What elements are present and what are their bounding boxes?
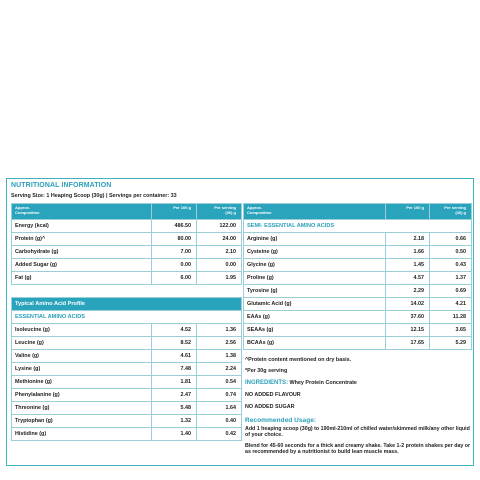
semi-amino-row — [244, 324, 472, 337]
semi-amino-row — [244, 311, 472, 324]
nutrition-row — [12, 233, 242, 246]
essential-amino-row — [12, 363, 242, 376]
ingredients-line — [245, 380, 357, 386]
row-label: Lysine (g) — [12, 363, 152, 376]
row-per-serving: 0.66 — [430, 233, 472, 246]
essential-amino-row — [12, 337, 242, 350]
row-per100: 1.32 — [152, 415, 197, 428]
protein-note: ^Protein content mentioned on dry basis. — [245, 357, 352, 363]
usage-title: Recommended Usage: — [245, 417, 317, 424]
row-per-serving: 1.38 — [197, 350, 242, 363]
essential-amino-table — [11, 297, 242, 441]
amino-profile-title: Typical Amino Acid Profile — [12, 298, 242, 311]
essential-amino-row — [12, 428, 242, 441]
row-label: Tyrosine (g) — [244, 285, 386, 298]
table-header — [244, 204, 472, 220]
row-per-serving: 0.69 — [430, 285, 472, 298]
row-label: SEAAs (g) — [244, 324, 386, 337]
row-label: Threonine (g) — [12, 402, 152, 415]
semi-amino-row — [244, 233, 472, 246]
row-per100: 7.00 — [152, 246, 197, 259]
row-label: Added Sugar (g) — [12, 259, 152, 272]
nutrition-row — [12, 246, 242, 259]
row-label: Leucine (g) — [12, 337, 152, 350]
row-per100: 1.40 — [152, 428, 197, 441]
row-per-serving: 4.21 — [430, 298, 472, 311]
semi-amino-row — [244, 272, 472, 285]
row-per-serving: 0.50 — [430, 246, 472, 259]
row-per-serving: 0.00 — [197, 259, 242, 272]
row-per100: 6.00 — [152, 272, 197, 285]
semi-essential-amino-table — [243, 203, 472, 350]
essential-amino-row — [12, 350, 242, 363]
row-per-serving: 0.40 — [197, 415, 242, 428]
row-per-serving: 2.56 — [197, 337, 242, 350]
row-per100: 37.60 — [386, 311, 430, 324]
row-per100: 80.00 — [152, 233, 197, 246]
row-per100: 17.65 — [386, 337, 430, 350]
serving-info: Serving Size: 1 Heaping Scoop (30g) | Servings per container: 33 — [11, 193, 177, 199]
per-serving-note: *Per 30g serving — [245, 368, 288, 374]
usage-line-2: Blend for 45-60 seconds for a thick and creamy shake. Take 1-2 protein shakes per day or as recommended by a nutritionist to build lean muscle mass. — [245, 443, 471, 455]
row-per-serving: 0.54 — [197, 376, 242, 389]
row-per100: 1.81 — [152, 376, 197, 389]
essential-amino-row — [12, 324, 242, 337]
semi-amino-row — [244, 337, 472, 350]
row-per-serving: 2.24 — [197, 363, 242, 376]
row-label: Isoleucine (g) — [12, 324, 152, 337]
row-label: Arginine (g) — [244, 233, 386, 246]
row-label: Methionine (g) — [12, 376, 152, 389]
essential-amino-row — [12, 376, 242, 389]
semi-amino-row — [244, 298, 472, 311]
nutrition-row — [12, 259, 242, 272]
row-per100: 4.61 — [152, 350, 197, 363]
row-per100: 486.50 — [152, 220, 197, 233]
usage-line-1: Add 1 heaping scoop (30g) to 190ml-210ml of chilled water/skimmed milk/any other liquid of your choice. — [245, 426, 470, 438]
row-per-serving: 1.36 — [197, 324, 242, 337]
row-label: Proline (g) — [244, 272, 386, 285]
row-per-serving: 24.00 — [197, 233, 242, 246]
semi-title-row — [244, 220, 472, 233]
row-per100: 7.48 — [152, 363, 197, 376]
nutrition-row — [12, 272, 242, 285]
essential-title-row — [12, 311, 242, 324]
row-label: Carbohydrate (g) — [12, 246, 152, 259]
no-added-flavour: NO ADDED FLAVOUR — [245, 392, 301, 398]
semi-amino-row — [244, 285, 472, 298]
ingredients-label: INGREDIENTS: — [245, 380, 289, 386]
row-per100: 4.57 — [386, 272, 430, 285]
semi-amino-row — [244, 259, 472, 272]
essential-amino-row — [12, 402, 242, 415]
amino-profile-title-row — [12, 298, 242, 311]
essential-amino-row — [12, 389, 242, 402]
row-label: Glycine (g) — [244, 259, 386, 272]
row-per100: 4.52 — [152, 324, 197, 337]
table-header — [12, 204, 242, 220]
row-per-serving: 2.10 — [197, 246, 242, 259]
row-per-serving: 0.43 — [430, 259, 472, 272]
row-per100: 8.52 — [152, 337, 197, 350]
row-per-serving: 0.74 — [197, 389, 242, 402]
header-composition: Approx. Composition — [12, 204, 152, 220]
row-label: Phenylalanine (g) — [12, 389, 152, 402]
row-per-serving: 0.42 — [197, 428, 242, 441]
row-label: EAAs (g) — [244, 311, 386, 324]
row-per-serving: 11.28 — [430, 311, 472, 324]
row-per-serving: 1.64 — [197, 402, 242, 415]
essential-amino-row — [12, 415, 242, 428]
row-per100: 5.48 — [152, 402, 197, 415]
semi-title: SEMI- ESSENTIAL AMINO ACIDS — [244, 220, 472, 233]
row-label: Tryptophan (g) — [12, 415, 152, 428]
header-composition: Approx. Composition — [244, 204, 386, 220]
nutrition-table — [11, 203, 242, 285]
row-label: Cysteine (g) — [244, 246, 386, 259]
row-per100: 12.15 — [386, 324, 430, 337]
row-label: Histidine (g) — [12, 428, 152, 441]
row-label: Energy (kcal) — [12, 220, 152, 233]
header-per-serving: Per serving (30) g — [197, 204, 242, 220]
row-per-serving: 122.00 — [197, 220, 242, 233]
row-per100: 2.18 — [386, 233, 430, 246]
semi-amino-row — [244, 246, 472, 259]
row-label: BCAAs (g) — [244, 337, 386, 350]
nutrition-panel — [6, 178, 474, 466]
no-added-sugar: NO ADDED SUGAR — [245, 404, 295, 410]
row-label: Fat (g) — [12, 272, 152, 285]
nutrition-row — [12, 220, 242, 233]
row-per-serving: 1.37 — [430, 272, 472, 285]
ingredients-value: Whey Protein Concentrate — [289, 380, 357, 386]
row-label: Protein (g)^ — [12, 233, 152, 246]
row-per100: 1.45 — [386, 259, 430, 272]
header-per100: Per 100 g — [152, 204, 197, 220]
panel-title: NUTRITIONAL INFORMATION — [11, 182, 112, 189]
row-per-serving: 1.95 — [197, 272, 242, 285]
row-label: Glutamic Acid (g) — [244, 298, 386, 311]
row-per100: 0.00 — [152, 259, 197, 272]
row-label: Valine (g) — [12, 350, 152, 363]
essential-title: ESSENTIAL AMINO ACIDS — [12, 311, 242, 324]
header-per-serving: Per serving (30) g — [430, 204, 472, 220]
row-per100: 14.02 — [386, 298, 430, 311]
row-per-serving: 3.65 — [430, 324, 472, 337]
row-per100: 2.47 — [152, 389, 197, 402]
row-per-serving: 5.29 — [430, 337, 472, 350]
header-per100: Per 100 g — [386, 204, 430, 220]
row-per100: 2.29 — [386, 285, 430, 298]
row-per100: 1.66 — [386, 246, 430, 259]
